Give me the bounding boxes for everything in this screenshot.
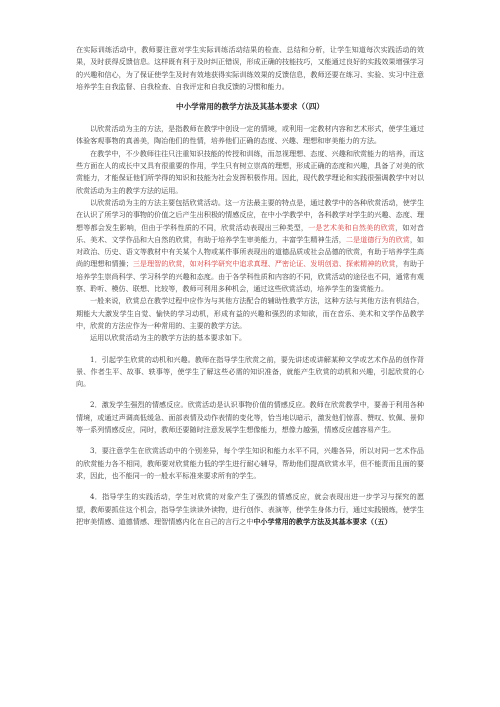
section-title-five: 中小学常用的教学方法及其基本要求（（五） [253, 516, 392, 526]
requirement-item-1: 1．引起学生欣赏的动机和兴趣。教师在指导学生欣赏之前，要先讲述或讲解某种文学或艺术作品的创作背景、作者生平、故事、轶事等，使学生了解这些必需的知识准备，就能产生欣赏的动机和兴趣，引起欣赏的心向。 [76, 354, 424, 389]
requirement-item-3: 3．要注意学生在欣赏活动中的个别差异，每个学生知识和能力水平不同，兴趣各异，所以对同一艺术作品的欣赏能力各不相同，教师要对欣赏能力低的学生进行耐心辅导，帮助他们提高欣赏水平，但不能责而且面的要求，因此，也不能同一的一般水平标准来要求所有的学生。 [76, 446, 424, 480]
highlight-art-nature: 一是艺术美和自然美的欣赏 [308, 222, 396, 232]
highlight-moral-behavior: 二是道德行为的欣赏 [345, 234, 410, 244]
types-text-a: 以欣赏活动为主的方法主要包括欣赏活动。这一方法最主要的特点是，通过教学中的各种欣赏活动，使学生在认识了所学习的事物的价值之后产生出积极的情感反应，在中小学教学中，各科教学对学生的兴趣、态度、理想等都会发生影响，但由于学科性质的不同，欣赏活动表现出三种类型， [76, 197, 424, 232]
paragraph-requirements-intro: 运用以欣赏活动为主的教学方法的基本要求如下。 [90, 333, 247, 343]
types-text-b: ，如对音乐、美术、文学作品和大自然的欣赏，有助于培养学生审美能力，丰富学生精神生活， [76, 222, 425, 244]
spacer [76, 482, 424, 491]
requirement-item-4 [76, 491, 424, 528]
types-text-d: ，有助于培养学生崇尚科学、学习科学的兴趣和态度。由于各学科性质和内容的不同，欣赏活动的途径也不同，通常有观察、聆听、模仿、联想、比较等，教师可利用多种机会，通过这些欣赏活动，培养学生的鉴赏能力。 [76, 259, 425, 294]
section-title-four: 中小学常用的教学方法及其基本要求（（四） [175, 102, 325, 112]
requirement-item-2: 2．激发学生强烈的情感反应。欣赏活动是认识事物价值的情感反应。教师在欣赏教学中，要善于利用各种情境，或通过声调高低缓急、面部表情及动作表情的变化等，恰当地以暗示，激发他们惊喜、赞叹、钦佩、景仰等一系列情感反应，同时，教师还要随时注意发展学生想像能力，想像力越强，情感反应越容易产生。 [76, 400, 424, 435]
paragraph-appreciation-auxiliary: 一般来说，欣赏总在教学过程中应作为与其他方法配合的辅助性教学方法，这种方法与其他方法有机结合，期能大大激发学生自觉、愉快的学习动机，形成有益的兴趣和强烈的求知欲，而在音乐、美术和文学作品教学中，欣赏的方法应作为一种常用的、主要的教学方法。 [76, 296, 424, 330]
spacer [76, 345, 424, 354]
paragraph-appreciation-types [76, 197, 424, 295]
spacer [76, 390, 424, 399]
paragraph-feedback: 在实际训练活动中，教师要注意对学生实际训练活动结果的检查、总结和分析，让学生知道每次实践活动的效果，及时获得反馈信息。这样既有利于及时纠正错误，形成正确的技能技巧，又能通过良好的实践效果增强学习的兴趣和信心，为了保证使学生及时有效地获得实际训练效果的反馈信息，教师还要在练习、实验、实习中注意培养学生自我监督、自我检查、自我评定和自我反馈的习惯和能力。 [76, 45, 424, 91]
requirement-item-4-text: 4．指导学生的实践活动，学生对欣赏的对象产生了强烈的情感反应，就会表现出进一步学习与探究的愿望，教师要抓住这个机会，指导学生读读外读物，进行创作、表演等，使学生身体力行，通过实践锻炼，使学生把审美情感、道德情感、理智情感内化在自己的言行之中 [76, 492, 424, 526]
paragraph-appreciation-importance: 在教学中，不少教师往往只注重知识技能的传授和训练，而忽视理想、态度、兴趣和欣赏能力的培养，而这些方面在人的成长中又具有很重要的作用，学生只有树立崇高的理想，形成正确的态度和兴趣，具备了对美的欣赏能力，才能保证他们所学得的知识和技能为社会发挥积极作用。因此，现代教学理论和实践很强调教学中对以欣赏活动为主的教学方法的运用。 [76, 148, 424, 195]
highlight-rational: 三是理智的欣赏，如对科学研究中追求真理、严密论证、发明创造、探索精神的欣赏 [132, 259, 396, 269]
types-text-c: ，如对政治、历史、语文等教材中有关某个人物或某件事所表现出的道德品质或社会品德的欣赏，有助于培养学生高尚的理想和情操； [76, 234, 425, 269]
paragraph-appreciation-definition: 以欣赏活动为主的方法，是指教师在教学中创设一定的情境，或利用一定教材内容和艺术形式，使学生通过体验客观事物的真善美，陶冶他们的性情，培养他们正确的态度、兴趣、理想和审美能力的方法。 [76, 124, 424, 146]
spacer [76, 436, 424, 445]
